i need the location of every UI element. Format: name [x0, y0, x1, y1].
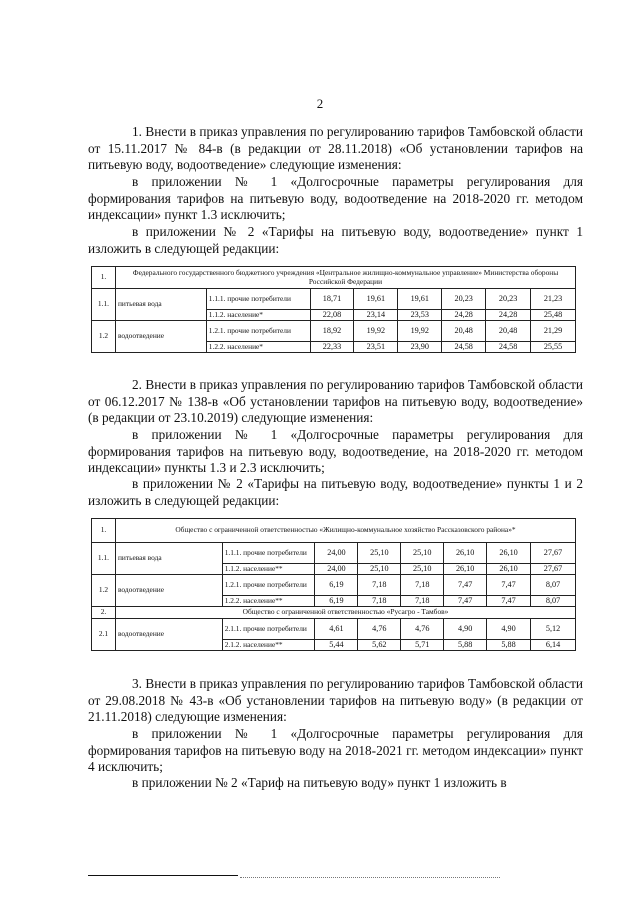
item1-change-b: в приложении № 2 «Тарифы на питьевую воду, водоотведение» пункт 1 изложить в следующей редакции: [88, 224, 583, 256]
table-cell: 7,47 [444, 575, 487, 596]
table-cell: 21,23 [531, 289, 576, 310]
table-cell: 1.2.1. прочие потребители [222, 575, 315, 596]
table-cell: 1.1.2. население* [206, 310, 310, 321]
table-cell: 1.1. [92, 543, 116, 575]
table-cell: 2.1.2. население** [222, 640, 315, 651]
table-cell: 22,08 [310, 310, 354, 321]
table-cell: 24,28 [442, 310, 486, 321]
table-cell: 25,55 [531, 342, 576, 353]
table-row [92, 289, 576, 310]
item3-intro: 3. Внести в приказ управления по регулированию тарифов Тамбовской области от 29.08.2018 № 43-в «Об установлении тарифов на питьевую воду» (в редакции от 21.11.2018) следующие изменения: [88, 676, 583, 724]
table-cell: 4,61 [315, 619, 358, 640]
org-name-cell: Федерального государственного бюджетного учреждения «Центральное жилищно-коммунальное управление» Министерства обороны Российской Федерации [115, 267, 575, 289]
table-cell: 1.2.2. население** [222, 596, 315, 607]
table-cell: 4,90 [487, 619, 531, 640]
table-cell: 6,14 [531, 640, 576, 651]
table-cell: 27,67 [531, 564, 576, 575]
table-cell: 24,58 [486, 342, 531, 353]
table-cell: 1.1.1. прочие потребители [222, 543, 315, 564]
table-cell: 8,07 [531, 575, 576, 596]
item2-change-b: в приложении № 2 «Тарифы на питьевую воду, водоотведение» пункты 1 и 2 изложить в следующей редакции: [88, 476, 583, 508]
page-number: 2 [316, 96, 324, 111]
table-cell: 1. [92, 519, 116, 543]
table-cell: 18,92 [310, 321, 354, 342]
tariff-table-1 [91, 266, 576, 353]
table-row [92, 543, 576, 564]
table-cell: 1.1.1. прочие потребители [206, 289, 310, 310]
table-cell: 7,47 [487, 596, 531, 607]
table-cell: 4,76 [401, 619, 444, 640]
table-cell: 7,18 [358, 575, 401, 596]
table-cell: 7,18 [401, 596, 444, 607]
table-cell: 26,10 [487, 564, 531, 575]
table-cell: водоотведение [115, 321, 206, 353]
table-cell: 4,76 [358, 619, 401, 640]
table-cell: 5,62 [358, 640, 401, 651]
footer-dotted-rule [240, 877, 500, 878]
table-cell: 26,10 [444, 543, 487, 564]
table-cell: 1.2 [92, 321, 116, 353]
table-cell: 2.1 [92, 619, 116, 651]
table-cell: 22,33 [310, 342, 354, 353]
table-cell: водоотведение [115, 575, 222, 607]
item1-change-a: в приложении № 1 «Долгосрочные параметры регулирования для формирования тарифов на питьевую воду, водоотведение на 2018-2020 гг. методом индексации» пункт 1.3 исключить; [88, 174, 583, 222]
table-cell: 24,00 [315, 564, 358, 575]
table-cell: 21,29 [531, 321, 576, 342]
table-cell: 1. [92, 267, 116, 289]
table-cell: 19,61 [354, 289, 398, 310]
table-cell: водоотведение [115, 619, 222, 651]
table-cell: 25,48 [531, 310, 576, 321]
table-cell: 24,58 [442, 342, 486, 353]
table-cell: 25,10 [358, 564, 401, 575]
table-cell: 5,44 [315, 640, 358, 651]
table-cell: 5,71 [401, 640, 444, 651]
table-cell: 25,10 [401, 543, 444, 564]
table-cell: 4,90 [444, 619, 487, 640]
table-row [92, 321, 576, 342]
table-cell: 20,23 [442, 289, 486, 310]
table-cell: 1.2.1. прочие потребители [206, 321, 310, 342]
item3-change-a: в приложении № 1 «Долгосрочные параметры регулирования для формирования тарифов на питьевую воду на 2018-2021 гг. методом индексации» пункт 4 исключить; [88, 726, 583, 774]
item2-change-a: в приложении № 1 «Долгосрочные параметры регулирования для формирования тарифов на питьевую воду, водоотведение, на 2018-2020 гг. методом индексации» пункты 1.3 и 2.3 исключить; [88, 427, 583, 475]
item3-change-b: в приложении № 2 «Тариф на питьевую воду» пункт 1 изложить в [132, 775, 507, 790]
table-cell: 23,51 [354, 342, 398, 353]
table-row [92, 619, 576, 640]
table-cell: питьевая вода [115, 289, 206, 321]
org-name-cell: Общество с ограниченной ответственностью «Жилищно-коммунальное хозяйство Рассказовского района»* [115, 519, 575, 543]
item2-intro: 2. Внести в приказ управления по регулированию тарифов Тамбовской области от 06.12.2017 № 138-в «Об установлении тарифов на питьевую воду, водоотведение» (в редакции от 23.10.2019) следующие изменения: [88, 377, 583, 425]
table-cell: 20,48 [486, 321, 531, 342]
table-org-row [92, 607, 576, 619]
tariff-table-2 [91, 518, 576, 651]
table-cell: 23,14 [354, 310, 398, 321]
table-cell: 23,53 [398, 310, 442, 321]
table-cell: 1.1.2. население** [222, 564, 315, 575]
table-cell: 1.2 [92, 575, 116, 607]
table-cell: 19,92 [354, 321, 398, 342]
table-cell: 23,90 [398, 342, 442, 353]
table-cell: 19,61 [398, 289, 442, 310]
footer-rule [88, 875, 238, 876]
table-cell: 25,10 [358, 543, 401, 564]
table-cell: 5,88 [444, 640, 487, 651]
table-cell: 2.1.1. прочие потребители [222, 619, 315, 640]
item1-intro: 1. Внести в приказ управления по регулированию тарифов Тамбовской области от 15.11.2017 № 84-в (в редакции от 28.11.2018) «Об установлении тарифов на питьевую воду, водоотведение» следующие изменения: [88, 124, 583, 172]
table-cell: 7,18 [358, 596, 401, 607]
table-row [92, 575, 576, 596]
table-cell: 26,10 [487, 543, 531, 564]
table-org-row [92, 519, 576, 543]
table-cell: 24,28 [486, 310, 531, 321]
table-cell: 18,71 [310, 289, 354, 310]
table-cell: 24,00 [315, 543, 358, 564]
table-cell: 6,19 [315, 575, 358, 596]
table-cell: 2. [92, 607, 116, 619]
table-cell: 7,47 [487, 575, 531, 596]
table-cell: 19,92 [398, 321, 442, 342]
table-cell: 20,23 [486, 289, 531, 310]
table-cell: 1.1. [92, 289, 116, 321]
table-cell: 20,48 [442, 321, 486, 342]
table-cell: 8,07 [531, 596, 576, 607]
table-cell: 7,18 [401, 575, 444, 596]
table-cell: 1.2.2. население* [206, 342, 310, 353]
table-cell: 27,67 [531, 543, 576, 564]
table-cell: 5,12 [531, 619, 576, 640]
org-name-cell: Общество с ограниченной ответственностью «Русагро - Тамбов» [115, 607, 575, 619]
table-cell: 7,47 [444, 596, 487, 607]
table-cell: 26,10 [444, 564, 487, 575]
table-cell: 6,19 [315, 596, 358, 607]
table-cell: 25,10 [401, 564, 444, 575]
table-cell: питьевая вода [115, 543, 222, 575]
table-org-row [92, 267, 576, 289]
table-cell: 5,88 [487, 640, 531, 651]
